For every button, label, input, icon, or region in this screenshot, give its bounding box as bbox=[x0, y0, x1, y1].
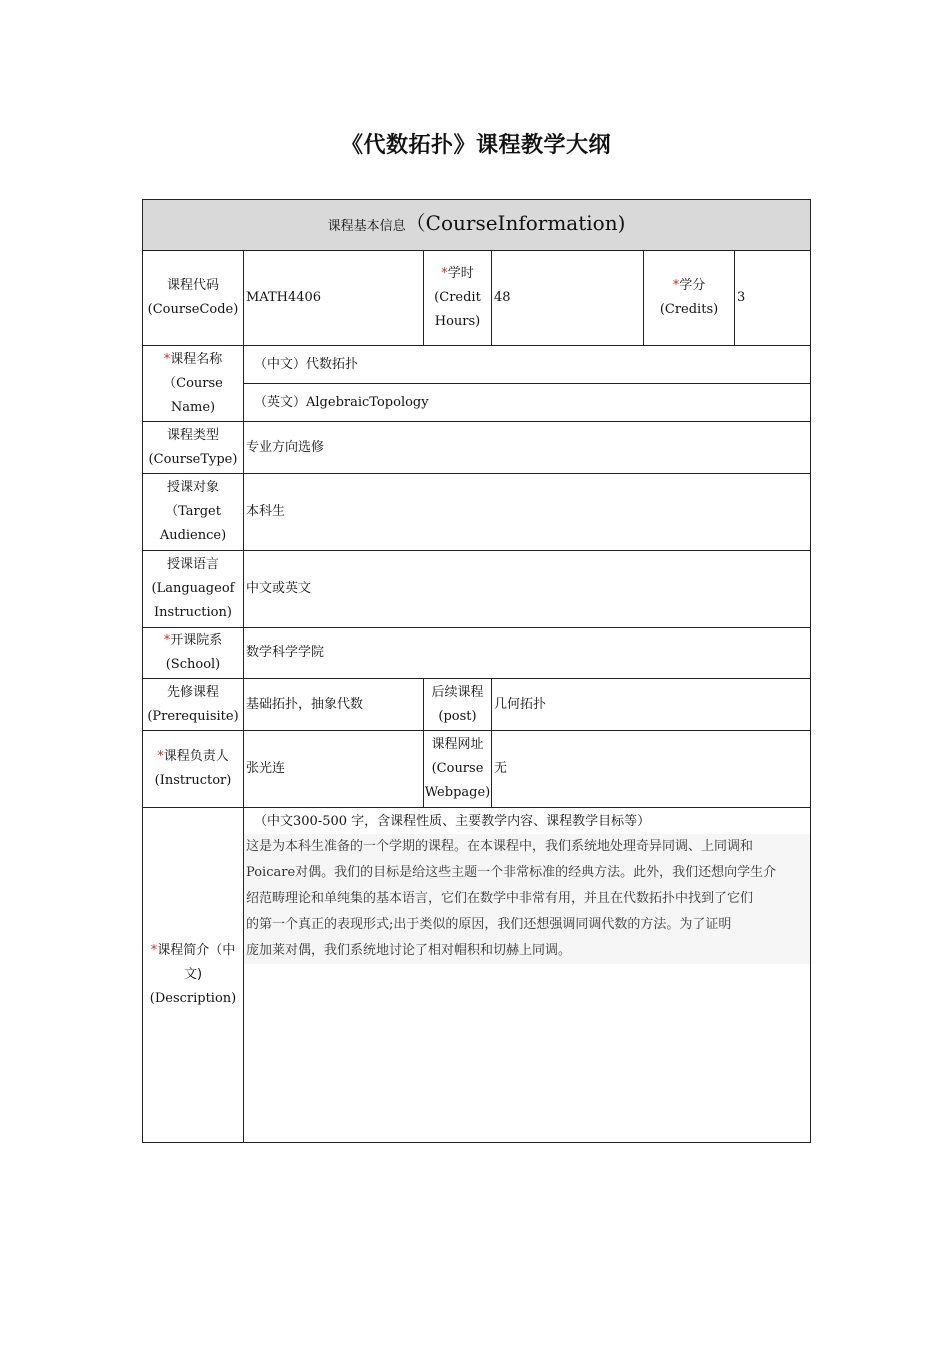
description-line: 的第一个真正的表现形式;出于类似的原因，我们还想强调同调代数的方法。为了证明 bbox=[246, 917, 732, 932]
credits-label-zh: 学分 bbox=[679, 278, 706, 293]
audience-value: 本科生 bbox=[244, 474, 811, 551]
prerequisite-label bbox=[143, 679, 244, 731]
course-name-en-row bbox=[244, 384, 811, 422]
school-label-zh: 开课院系 bbox=[170, 633, 223, 648]
language-label-en2: Instruction) bbox=[154, 605, 232, 620]
hours-label bbox=[424, 251, 492, 346]
description-hint-num: 300-500 bbox=[293, 814, 348, 829]
language-label-zh: 授课语言 bbox=[166, 557, 219, 572]
description-line: 庞加莱对偶，我们系统地讨论了相对帽积和切赫上同调。 bbox=[246, 943, 572, 958]
course-type-label-en: (CourseType) bbox=[148, 451, 238, 467]
section-header-zh: 课程基本信息 bbox=[327, 219, 406, 234]
course-name-label-en1: （Course bbox=[163, 375, 223, 391]
language-value: 中文或英文 bbox=[244, 551, 811, 628]
course-code-label-en: (CourseCode) bbox=[147, 302, 239, 317]
description-label-zh1: 课程简介（中 bbox=[157, 943, 236, 958]
language-label-en1: (Languageof bbox=[151, 581, 235, 596]
description-label-en: (Description) bbox=[149, 991, 237, 1006]
instructor-label-zh: 课程负责人 bbox=[163, 749, 229, 764]
description-line: 这是为本科生准备的一个学期的课程。在本课程中，我们系统地处理奇异同调、上同调和 bbox=[246, 839, 754, 854]
description-line: 绍范畴理论和单纯集的基本语言，它们在数学中非常有用，并且在代数拓扑中找到了它们 bbox=[246, 891, 754, 906]
section-header-en: （CourseInformation) bbox=[405, 211, 626, 235]
course-name-en-prefix: （英文） bbox=[254, 394, 307, 410]
description-hint-post: 字，含课程性质、主要教学内容、课程教学目标等） bbox=[347, 814, 651, 829]
course-name-zh-value: 代数拓扑 bbox=[306, 356, 359, 372]
post-value: 几何拓扑 bbox=[492, 679, 811, 731]
hours-value: 48 bbox=[492, 251, 644, 346]
section-header bbox=[143, 200, 811, 251]
course-code-label bbox=[143, 251, 244, 346]
audience-label-en1: （Target bbox=[165, 504, 221, 519]
post-label-zh: 后续课程 bbox=[431, 684, 484, 700]
course-type-value: 专业方向选修 bbox=[244, 422, 811, 474]
document-title: 《代数拓扑》课程教学大纲 bbox=[340, 133, 611, 158]
school-label-en: (School) bbox=[165, 657, 221, 672]
course-name-zh-row bbox=[244, 346, 811, 384]
audience-label-zh: 授课对象 bbox=[166, 480, 219, 495]
credits-label bbox=[644, 251, 735, 346]
school-value: 数学科学学院 bbox=[244, 628, 811, 679]
course-name-en-value: AlgebraicTopology bbox=[306, 394, 429, 410]
course-name-label bbox=[143, 346, 244, 422]
school-label bbox=[143, 628, 244, 679]
hours-label-en1: (Credit bbox=[434, 290, 481, 305]
description-label bbox=[143, 808, 244, 1143]
required-mark: * bbox=[163, 351, 171, 367]
description-content bbox=[244, 808, 811, 1143]
instructor-label-en: (Instructor) bbox=[154, 773, 232, 788]
description-line: Poicare对偶。我们的目标是给这些主题一个非常标准的经典方法。此外，我们还想向学生介 bbox=[246, 865, 777, 880]
credits-value: 3 bbox=[735, 251, 811, 346]
description-hint-pre: （中文 bbox=[254, 814, 294, 829]
post-label-en: (post) bbox=[438, 708, 477, 724]
webpage-value: 无 bbox=[492, 731, 811, 808]
course-name-label-zh: 课程名称 bbox=[170, 351, 223, 367]
required-mark: * bbox=[441, 266, 448, 281]
course-code-value: MATH4406 bbox=[244, 251, 424, 346]
webpage-label-en2: Webpage) bbox=[424, 785, 491, 800]
course-type-label-zh: 课程类型 bbox=[166, 427, 219, 443]
prerequisite-value: 基础拓扑，抽象代数 bbox=[244, 679, 424, 731]
prerequisite-label-zh: 先修课程 bbox=[166, 684, 219, 700]
credits-label-en: (Credits) bbox=[659, 302, 719, 317]
instructor-label bbox=[143, 731, 244, 808]
required-mark: * bbox=[163, 633, 171, 648]
required-mark: * bbox=[672, 278, 680, 293]
description-label-zh2: 文) bbox=[183, 967, 203, 982]
webpage-label-zh: 课程网址 bbox=[431, 737, 484, 752]
description-hint bbox=[244, 808, 810, 832]
hours-label-zh: 学时 bbox=[447, 266, 474, 281]
prerequisite-label-en: (Prerequisite) bbox=[147, 708, 239, 724]
course-type-label bbox=[143, 422, 244, 474]
course-name-zh-prefix: （中文） bbox=[254, 356, 307, 372]
webpage-label-en1: (Course bbox=[431, 761, 484, 776]
audience-label bbox=[143, 474, 244, 551]
course-info-table bbox=[142, 199, 811, 1143]
description-text bbox=[244, 834, 810, 964]
required-mark: * bbox=[150, 943, 158, 958]
course-name-label-en2: Name) bbox=[170, 399, 216, 415]
instructor-value: 张光连 bbox=[244, 731, 424, 808]
required-mark: * bbox=[157, 749, 164, 764]
hours-label-en2: Hours) bbox=[434, 314, 481, 329]
course-code-label-zh: 课程代码 bbox=[166, 278, 219, 293]
audience-label-en2: Audience) bbox=[159, 528, 227, 543]
post-label bbox=[424, 679, 492, 731]
language-label bbox=[143, 551, 244, 628]
webpage-label bbox=[424, 731, 492, 808]
